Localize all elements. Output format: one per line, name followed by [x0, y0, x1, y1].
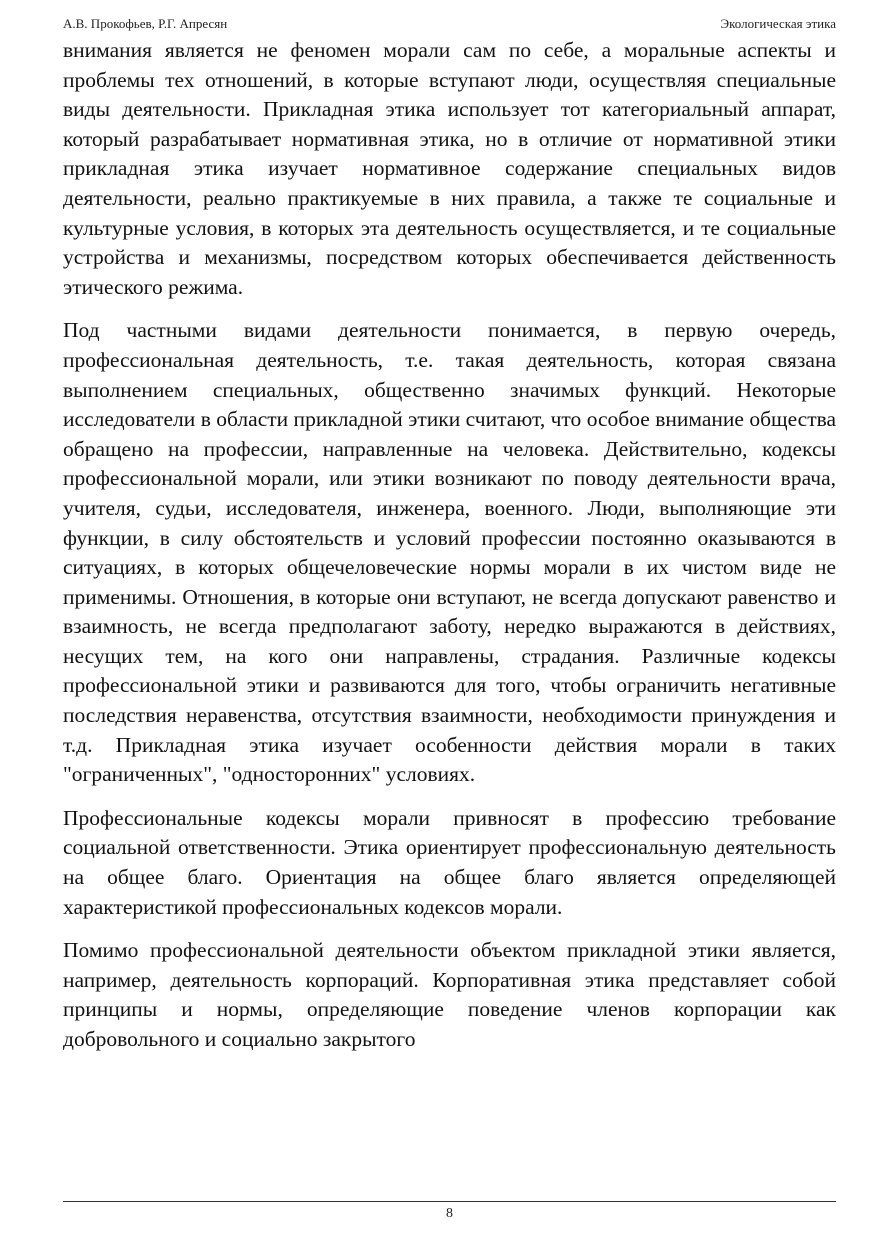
header-title: Экологическая этика	[720, 16, 836, 31]
footer-divider	[63, 1201, 836, 1202]
paragraph: Профессиональные кодексы морали привносят в профессию требование социальной ответственности. Этика ориентирует профессиональную деятельность на общее благо. Ориентация на общее благо является определяющей характеристикой профессиональных кодексов морали.	[63, 805, 836, 919]
running-header	[63, 16, 836, 36]
header-authors: А.В. Прокофьев, Р.Г. Апресян	[63, 16, 228, 31]
page-number: 8	[446, 1206, 453, 1221]
document-page	[63, 0, 836, 1241]
paragraph: внимания является не феномен морали сам по себе, а моральные аспекты и проблемы тех отношений, в которые вступают люди, осуществляя специальные виды деятельности. Прикладная этика использует тот категориальный аппарат, который разрабатывает нормативная этика, но в отличие от нормативной этики прикладная этика изучает нормативное содержание специальных видов деятельности, реально практикуемые в них правила, а также те социальные и культурные условия, в которых эта деятельность осуществляется, и те социальные устройства и механизмы, посредством которых обеспечивается действенность этического режима.	[63, 38, 836, 299]
body-text	[63, 36, 836, 1055]
paragraph: Помимо профессиональной деятельности объектом прикладной этики является, например, деятельность корпораций. Корпоративная этика представляет собой принципы и нормы, определяющие поведение членов корпорации как добровольного и социально закрытого	[63, 938, 836, 1051]
paragraph: Под частными видами деятельности понимается, в первую очередь, профессиональная деятельность, т.е. такая деятельность, которая связана выполнением специальных, общественно значимых функций. Некоторые исследователи в области прикладной этики считают, что особое внимание общества обращено на профессии, направленные на человека. Действительно, кодексы профессиональной морали, или этики возникают по поводу деятельности врача, учителя, судьи, исследователя, инженера, военного. Люди, выполняющие эти функции, в силу обстоятельств и условий профессии постоянно оказываются в ситуациях, в которых общечеловеческие нормы морали в их чистом виде не применимы. Отношения, в которые они вступают, не всегда допускают равенство и взаимность, не всегда предполагают заботу, нередко выражаются в действиях, несущих тем, на кого они направлены, страдания. Различные кодексы профессиональной этики и развиваются для того, чтобы ограничить негативные последствия неравенства, отсутствия взаимности, необходимости принуждения и т.д. Прикладная этика изучает особенности действия морали в таких "ограниченных", "односторонних" условиях.	[63, 318, 836, 787]
